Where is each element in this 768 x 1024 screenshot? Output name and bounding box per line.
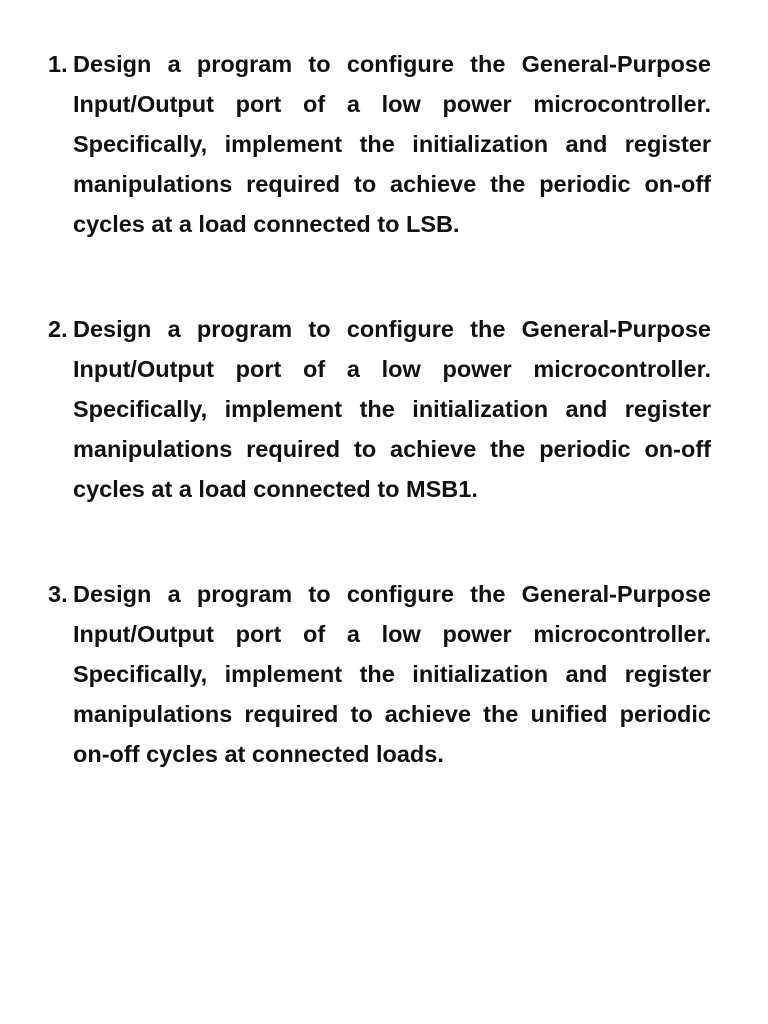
question-text: Design a program to configure the General-Purpose Input/Output port of a low power microcontroller. Specifically, implement the initialization and register manipulations required to achieve the unified periodic on-off cycles at connected loads. [73,581,711,767]
question-item-1 [48,44,711,244]
question-text: Design a program to configure the General-Purpose Input/Output port of a low power microcontroller. Specifically, implement the initialization and register manipulations required to achieve the periodic on-off cycles at a load connected to LSB. [73,51,711,237]
question-text: Design a program to configure the General-Purpose Input/Output port of a low power microcontroller. Specifically, implement the initialization and register manipulations required to achieve the periodic on-off cycles at a load connected to MSB1. [73,316,711,502]
question-list [48,44,711,839]
question-number: 1. [48,51,68,77]
question-number: 3. [48,581,68,607]
question-item-2 [48,309,711,509]
question-number: 2. [48,316,68,342]
question-item-3 [48,574,711,774]
